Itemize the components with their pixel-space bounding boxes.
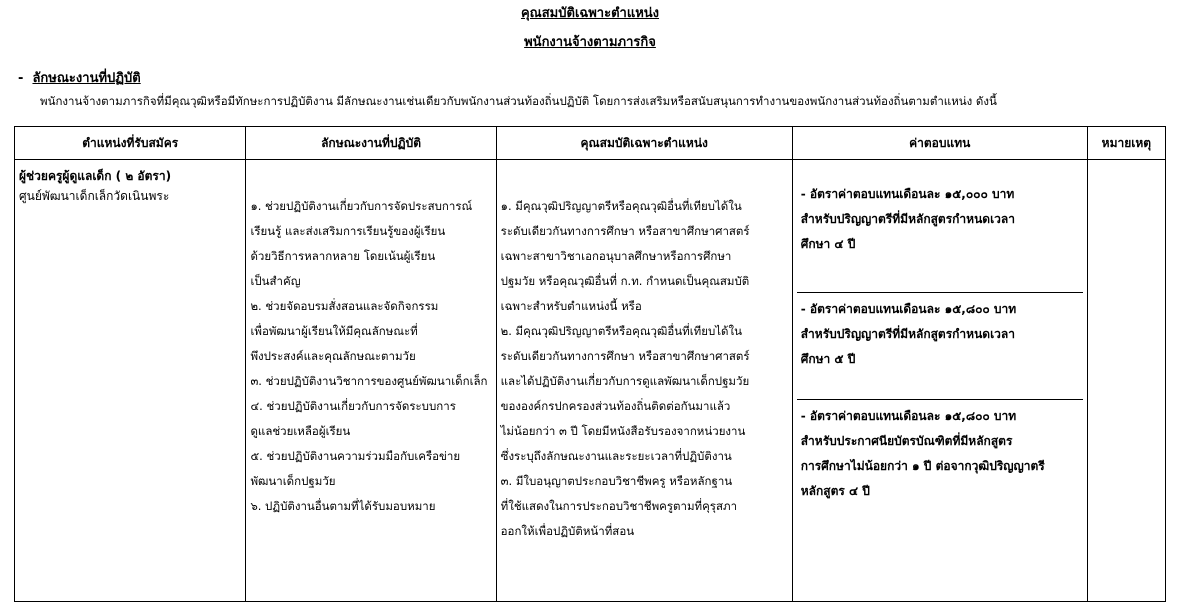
qualifications-list bbox=[501, 194, 788, 544]
position-cell bbox=[15, 160, 246, 602]
pay-rate-1 bbox=[797, 160, 1083, 293]
pay-line: - อัตราค่าตอบแทนเดือนละ ๑๕,๘๐๐ บาท bbox=[800, 409, 1017, 423]
duty-line: พัฒนาเด็กปฐมวัย bbox=[250, 474, 336, 488]
remarks-cell bbox=[1087, 160, 1165, 602]
duty-line: ๕. ช่วยปฏิบัติงานความร่วมมือกับเครือข่าย bbox=[250, 449, 461, 463]
position-place: ศูนย์พัฒนาเด็กเล็กวัดเนินพระ bbox=[19, 189, 170, 203]
qualification-table bbox=[14, 126, 1166, 602]
duty-line: ๖. ปฏิบัติงานอื่นตามที่ได้รับมอบหมาย bbox=[250, 499, 436, 513]
qualification-line: ระดับเดียวกันทางการศึกษา หรือสาขาศึกษาศาสตร์ bbox=[500, 224, 750, 238]
duty-line: เรียนรู้ และส่งเสริมการเรียนรู้ของผู้เรียน bbox=[250, 224, 446, 238]
qualification-line: ๑. มีคุณวุฒิปริญญาตรีหรือคุณวุฒิอื่นที่เทียบได้ใน bbox=[500, 199, 742, 213]
pay-line: ศึกษา ๔ ปี bbox=[800, 237, 856, 251]
duty-line: เป็นสำคัญ bbox=[250, 274, 301, 288]
qualification-line: ๒. มีคุณวุฒิปริญญาตรีหรือคุณวุฒิอื่นที่เทียบได้ใน bbox=[500, 324, 742, 338]
duty-line: ๑. ช่วยปฏิบัติงานเกี่ยวกับการจัดประสบการณ์ bbox=[250, 199, 473, 213]
page-title: คุณสมบัติเฉพาะตำแหน่ง bbox=[520, 6, 660, 21]
qualification-line: ไม่น้อยกว่า ๓ ปี โดยมีหนังสือรับรองจากหน่วยงาน bbox=[500, 424, 746, 438]
pay-cell bbox=[792, 160, 1087, 602]
intro-paragraph: พนักงานจ้างตามภารกิจที่มีคุณวุฒิหรือมีทักษะการปฏิบัติงาน มีลักษณะงานเช่นเดียวกับพนักงานส่วนท้องถิ่นปฏิบัติ โดยการส่งเสริมหรือสนับสนุนการทำงานของพนักงานส่วนท้องถิ่นตามตำแหน่ง ดังนี้ bbox=[40, 94, 997, 108]
header-pay: ค่าตอบแทน bbox=[792, 127, 1087, 160]
section-bullet: - bbox=[18, 71, 24, 86]
pay-line: สำหรับปริญญาตรีที่มีหลักสูตรกำหนดเวลา bbox=[800, 327, 1015, 341]
duty-line: พึงประสงค์และคุณลักษณะตามวัย bbox=[250, 349, 416, 363]
pay-line: สำหรับประกาศนียบัตรบัณฑิตที่มีหลักสูตร bbox=[800, 434, 1013, 448]
qualifications-cell bbox=[496, 160, 792, 602]
qualification-line: ระดับเดียวกันทางการศึกษา หรือสาขาศึกษาศาสตร์ bbox=[500, 349, 750, 363]
header-remarks: หมายเหตุ bbox=[1087, 127, 1165, 160]
duty-line: ๔. ช่วยปฏิบัติงานเกี่ยวกับการจัดระบบการ bbox=[250, 399, 456, 413]
qualification-line: ซึ่งระบุถึงลักษณะงานและระยะเวลาที่ปฏิบัติงาน bbox=[500, 449, 732, 463]
section-heading-text: ลักษณะงานที่ปฏิบัติ bbox=[32, 71, 141, 86]
header-position: ตำแหน่งที่รับสมัคร bbox=[15, 127, 246, 160]
pay-rate-2 bbox=[797, 293, 1083, 400]
pay-rate-3 bbox=[797, 400, 1083, 504]
pay-line: หลักสูตร ๔ ปี bbox=[800, 484, 870, 498]
header-qualifications: คุณสมบัติเฉพาะตำแหน่ง bbox=[496, 127, 792, 160]
duty-line: ๒. ช่วยจัดอบรมสั่งสอนและจัดกิจกรรม bbox=[250, 299, 439, 313]
qualification-line: ขององค์กรปกครองส่วนท้องถิ่นติดต่อกันมาแล้ว bbox=[500, 399, 731, 413]
pay-line: - อัตราค่าตอบแทนเดือนละ ๑๕,๐๐๐ บาท bbox=[800, 187, 1015, 201]
qualification-line: เฉพาะสาขาวิชาเอกอนุบาลศึกษาหรือการศึกษา bbox=[500, 249, 732, 263]
qualification-line: และได้ปฏิบัติงานเกี่ยวกับการดูแลพัฒนาเด็กปฐมวัย bbox=[500, 374, 750, 388]
pay-line: ศึกษา ๕ ปี bbox=[800, 352, 856, 366]
duties-cell bbox=[246, 160, 496, 602]
pay-line: สำหรับปริญญาตรีที่มีหลักสูตรกำหนดเวลา bbox=[800, 212, 1015, 226]
qualification-line: ที่ใช้แสดงในการประกอบวิชาชีพครูตามที่คุรุสภา bbox=[500, 499, 738, 513]
pay-line: การศึกษาไม่น้อยกว่า ๑ ปี ต่อจากวุฒิปริญญาตรี bbox=[800, 459, 1045, 473]
table-row bbox=[15, 160, 1166, 602]
position-name: ผู้ช่วยครูผู้ดูแลเด็ก ( ๒ อัตรา) bbox=[19, 169, 172, 183]
qualification-line: เฉพาะสำหรับตำแหน่งนี้ หรือ bbox=[500, 299, 642, 313]
duty-line: ด้วยวิธีการหลากหลาย โดยเน้นผู้เรียน bbox=[250, 249, 436, 263]
page-subtitle: พนักงานจ้างตามภารกิจ bbox=[524, 35, 656, 50]
table-header-row bbox=[15, 127, 1166, 160]
qualification-line: ออกให้เพื่อปฏิบัติหน้าที่สอน bbox=[500, 524, 635, 538]
duty-line: ดูแลช่วยเหลือผู้เรียน bbox=[250, 424, 351, 438]
duty-line: เพื่อพัฒนาผู้เรียนให้มีคุณลักษณะที่ bbox=[250, 324, 418, 338]
qualification-line: ปฐมวัย หรือคุณวุฒิอื่นที่ ก.ท. กำหนดเป็นคุณสมบัติ bbox=[500, 274, 750, 288]
header-duties: ลักษณะงานที่ปฏิบัติ bbox=[246, 127, 496, 160]
pay-line: - อัตราค่าตอบแทนเดือนละ ๑๕,๘๐๐ บาท bbox=[800, 302, 1017, 316]
duty-line: ๓. ช่วยปฏิบัติงานวิชาการของศูนย์พัฒนาเด็กเล็ก bbox=[250, 374, 488, 388]
qualification-line: ๓. มีใบอนุญาตประกอบวิชาชีพครู หรือหลักฐาน bbox=[500, 474, 733, 488]
section-heading bbox=[18, 67, 141, 88]
duties-list bbox=[250, 194, 491, 519]
